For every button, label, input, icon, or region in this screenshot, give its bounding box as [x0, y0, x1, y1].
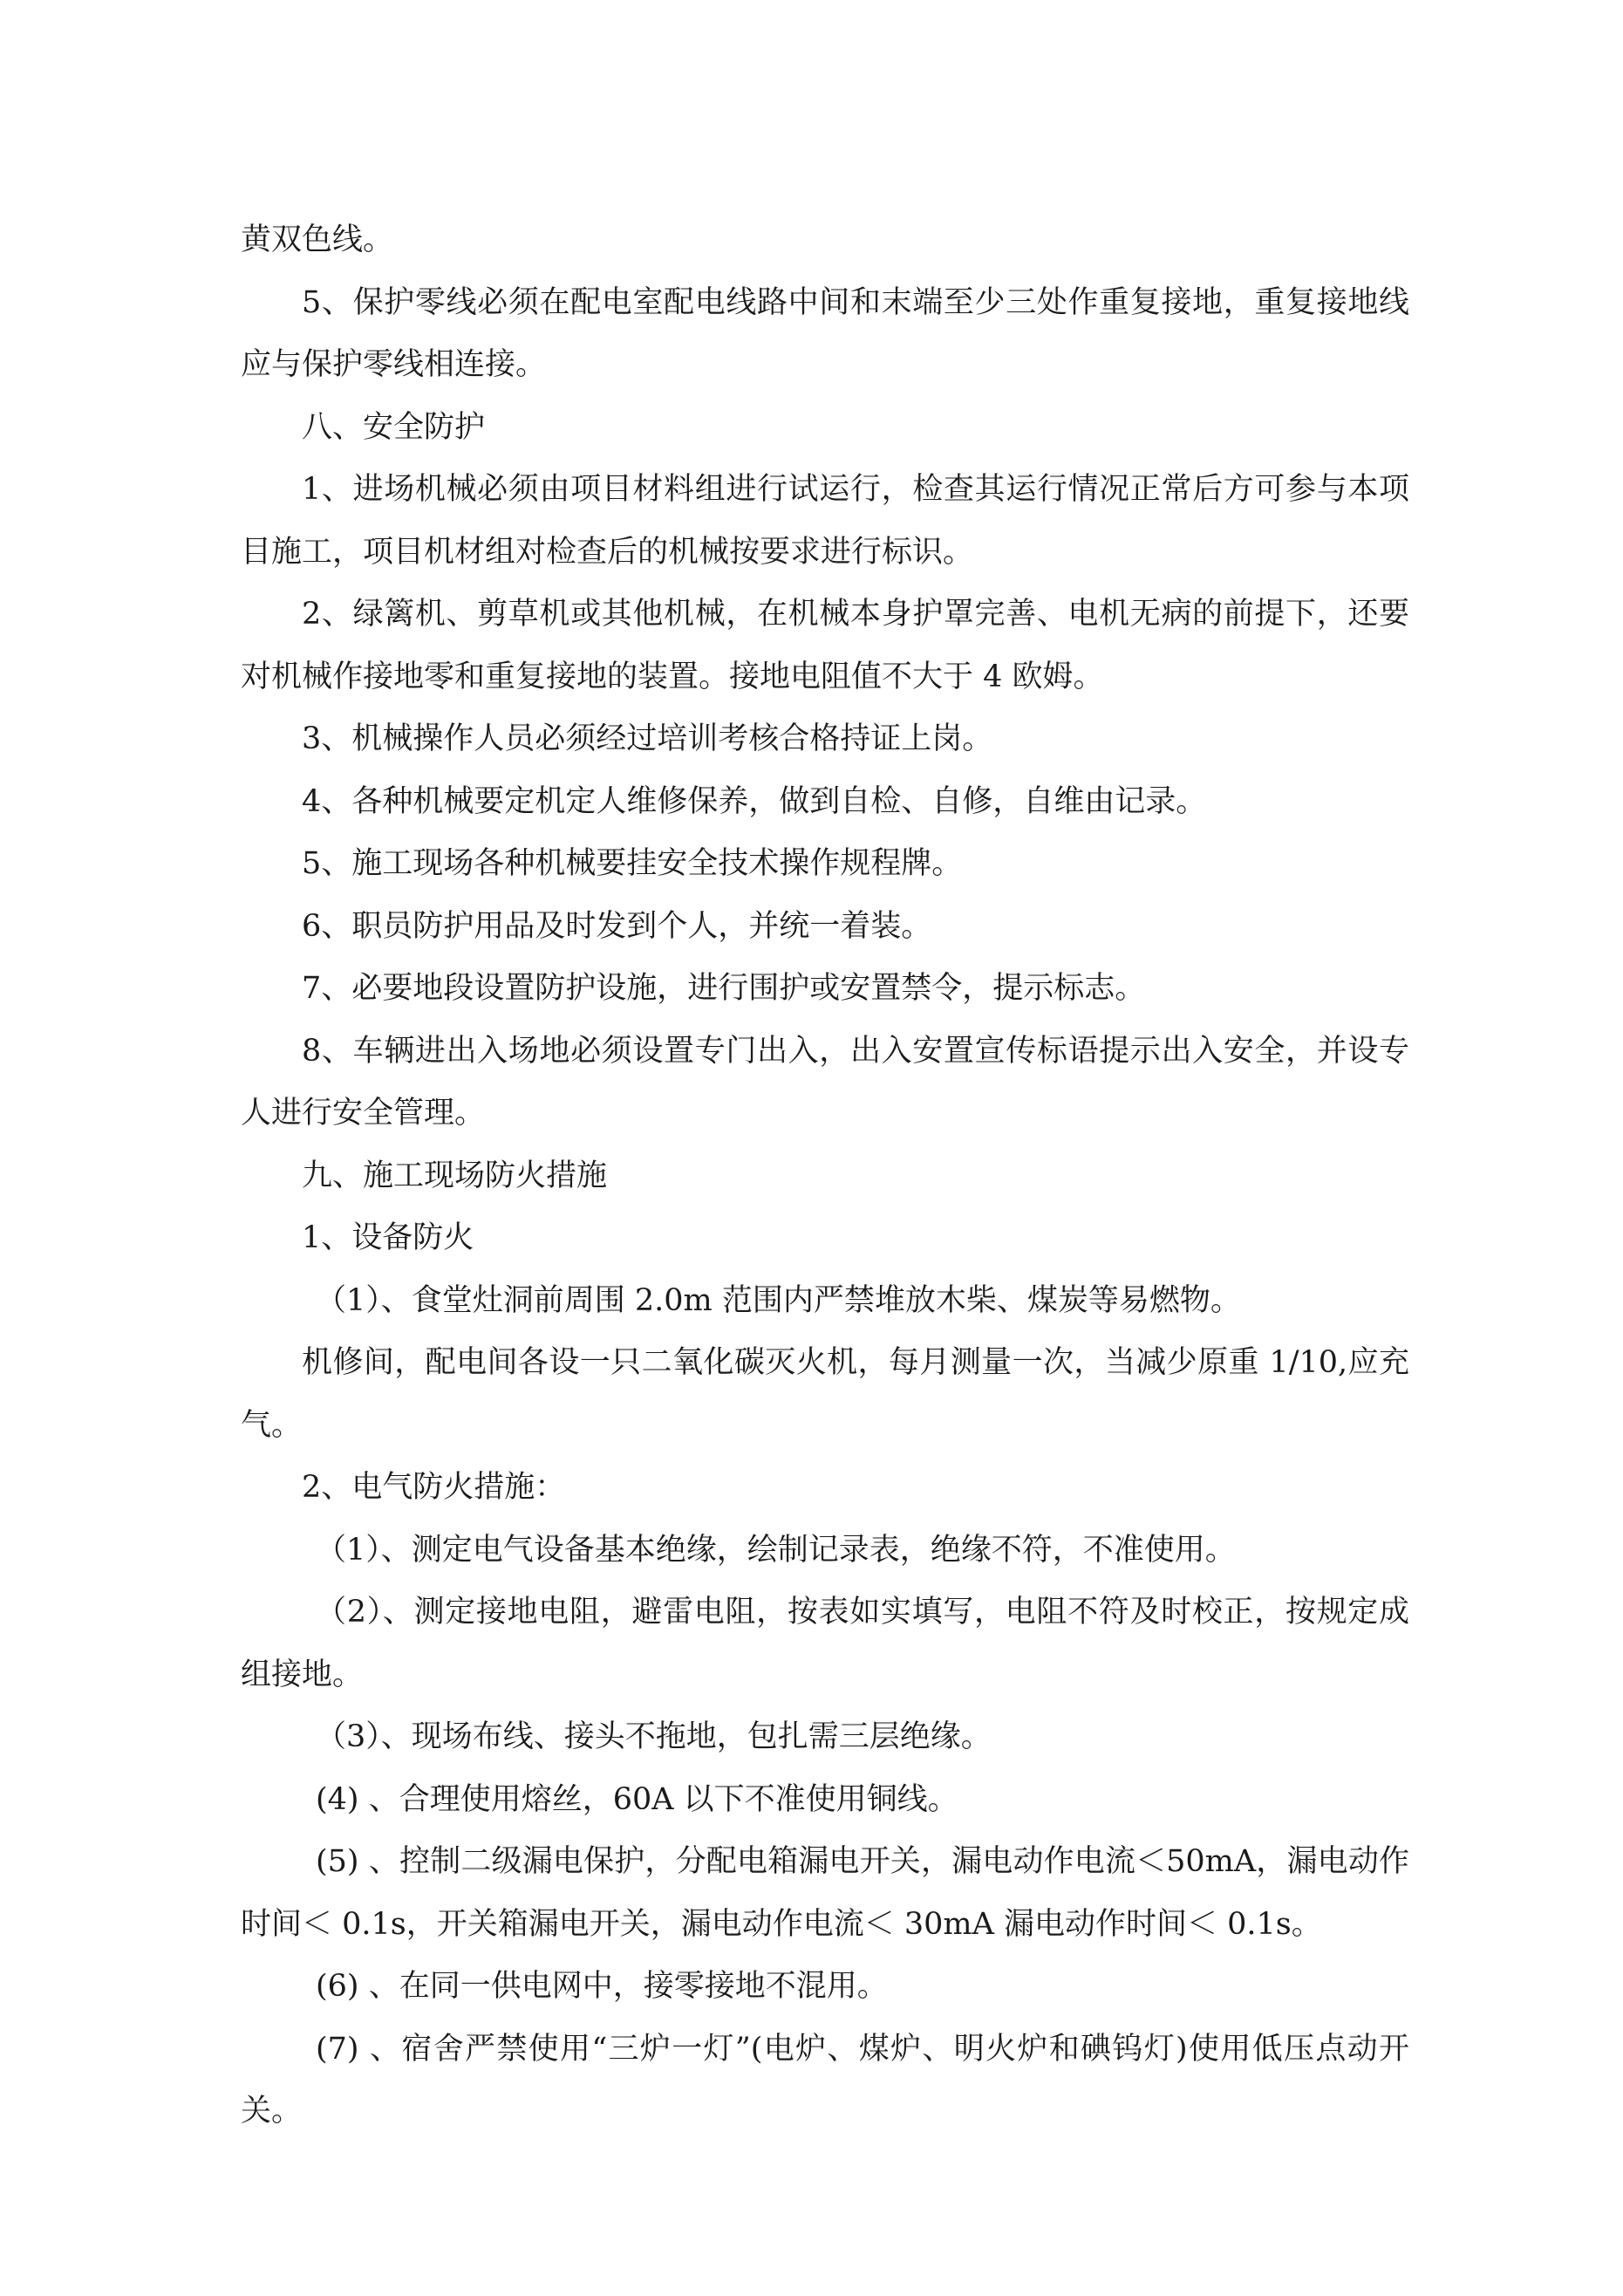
- paragraph: 8、车辆进出入场地必须设置专门出入，出入安置宣传标语提示出入安全，并设专人进行安全管理。: [241, 1033, 1409, 1131]
- paragraph: （1）、食堂灶洞前周围 2.0m 范围内严禁堆放木柴、煤炭等易燃物。: [316, 1282, 1241, 1318]
- paragraph: 2、绿篱机、剪草机或其他机械，在机械本身护罩完善、电机无病的前提下，还要对机械作接地零和重复接地的装置。接地电阻值不大于 4 欧姆。: [241, 597, 1409, 694]
- paragraph: 6、职员防护用品及时发到个人，并统一着装。: [302, 908, 932, 944]
- paragraph: (6) 、在同一供电网中，接零接地不混用。: [316, 1969, 888, 2004]
- paragraph: 1、进场机械必须由项目材料组进行试运行，检查其运行情况正常后方可参与本项目施工，项目机材组对检查后的机械按要求进行标识。: [241, 472, 1409, 570]
- section-heading: 八、安全防护: [302, 409, 486, 445]
- document-body: [241, 209, 1409, 2143]
- paragraph: (7) 、宿舍严禁使用“三炉一灯”(电炉、煤炉、明火炉和碘钨灯)使用低压点动开关。: [241, 2031, 1409, 2129]
- paragraph: （1）、测定电气设备基本绝缘，绘制记录表，绝缘不符，不准使用。: [316, 1532, 1236, 1568]
- paragraph: （2）、测定接地电阻，避雷电阻，按表如实填写，电阻不符及时校正，按规定成组接地。: [241, 1595, 1409, 1692]
- paragraph: （3）、现场布线、接头不拖地，包扎需三层绝缘。: [316, 1719, 992, 1754]
- section-heading: 九、施工现场防火措施: [302, 1158, 608, 1193]
- paragraph: 5、施工现场各种机械要挂安全技术操作规程牌。: [302, 846, 963, 881]
- paragraph: 7、必要地段设置防护设施，进行围护或安置禁令，提示标志。: [302, 971, 1146, 1006]
- paragraph: 5、保护零线必须在配电室配电线路中间和末端至少三处作重复接地，重复接地线应与保护零线相连接。: [241, 284, 1409, 382]
- paragraph: (4) 、合理使用熔丝，60A 以下不准使用铜线。: [316, 1781, 958, 1817]
- subsection-heading: 1、设备防火: [302, 1220, 474, 1255]
- paragraph: 3、机械操作人员必须经过培训考核合格持证上岗。: [302, 721, 993, 756]
- subsection-heading: 2、电气防火措施：: [302, 1470, 566, 1505]
- paragraph: (5) 、控制二级漏电保护，分配电箱漏电开关，漏电动作电流＜50mA，漏电动作时间＜ 0.1s，开关箱漏电开关，漏电动作电流＜ 30mA 漏电动作时间＜ 0.1s。: [241, 1844, 1409, 1942]
- paragraph: 4、各种机械要定机定人维修保养，做到自检、自修，自维由记录。: [302, 783, 1207, 819]
- paragraph: 机修间，配电间各设一只二氧化碳灭火机，每月测量一次，当减少原重 1/10,应充气。: [241, 1345, 1409, 1443]
- paragraph-continuation: 黄双色线。: [241, 222, 394, 257]
